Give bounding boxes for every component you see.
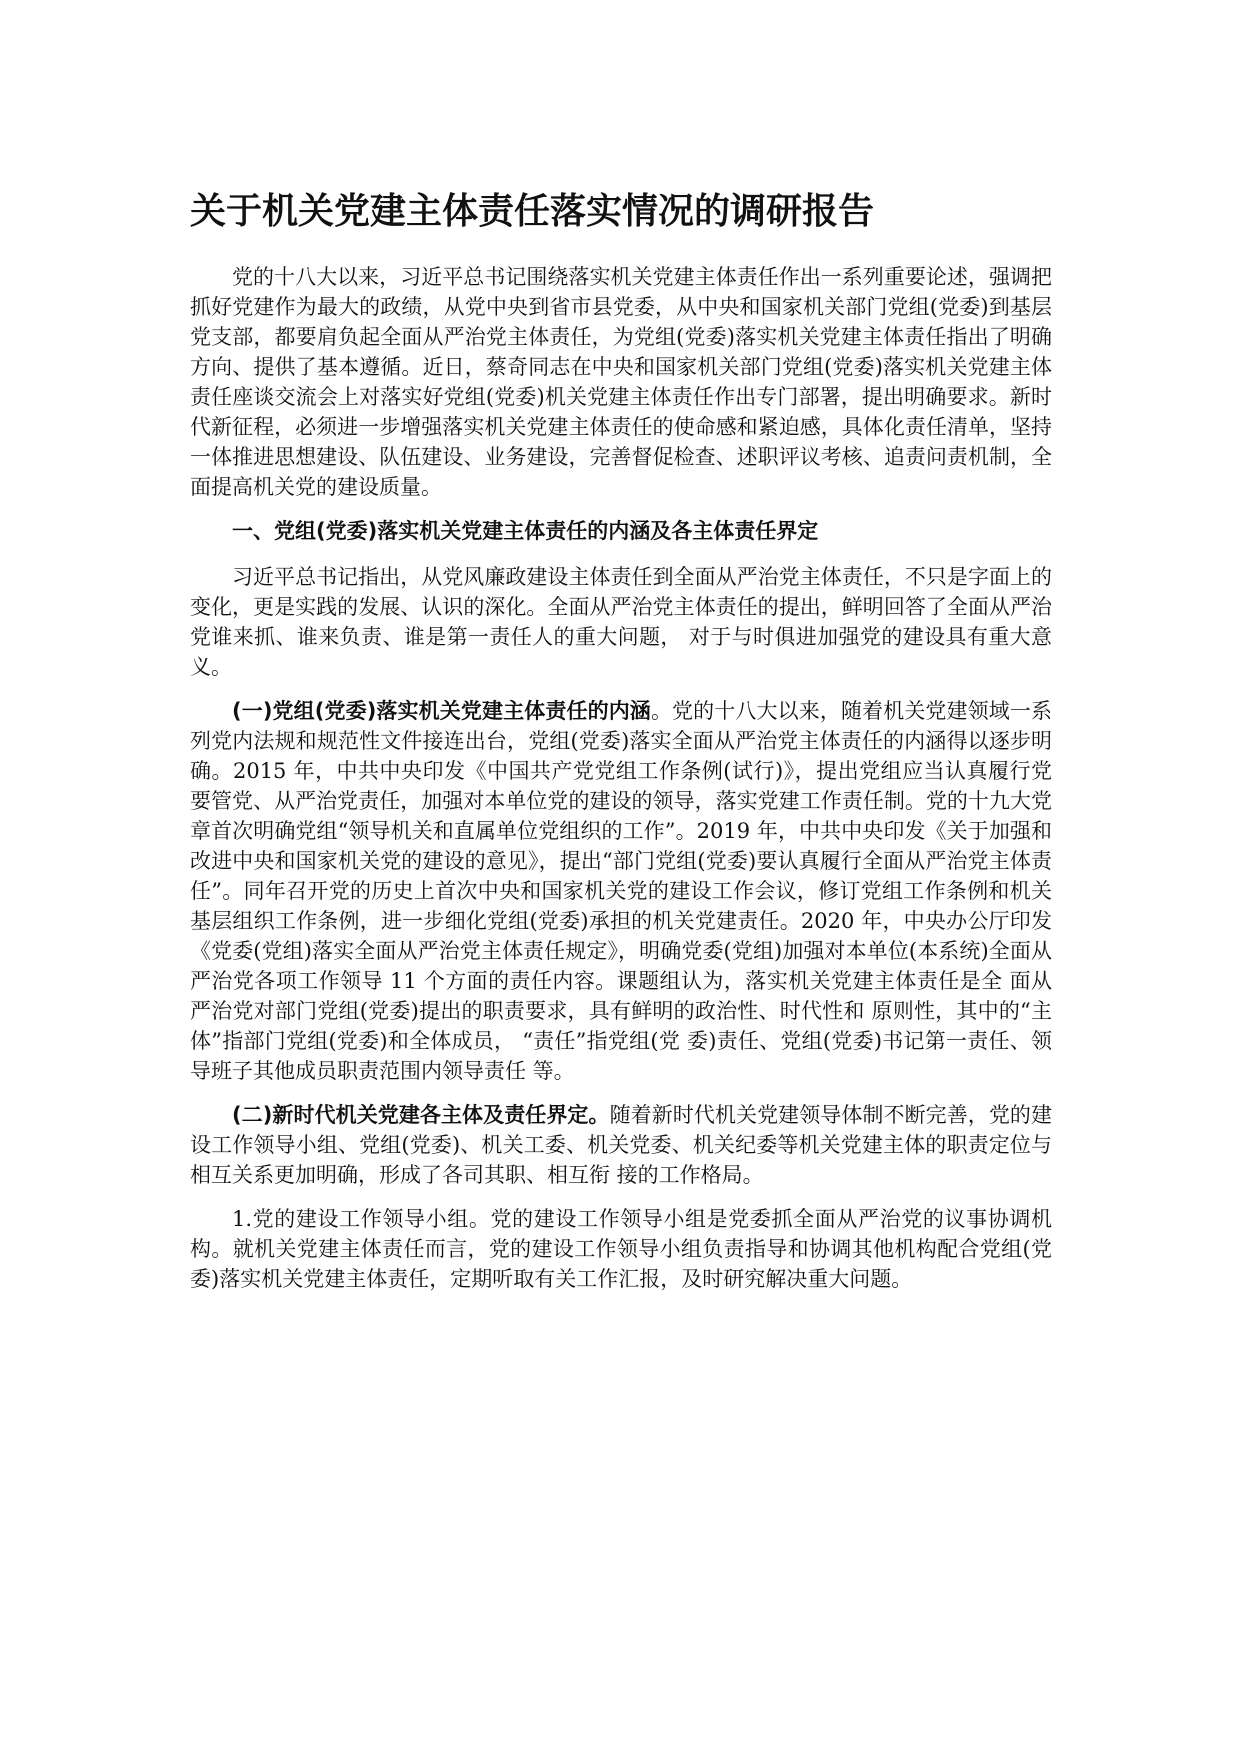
subsection1-paragraph (190, 696, 1052, 1086)
section1-paragraph: 习近平总书记指出，从党风廉政建设主体责任到全面从严治党主体责任，不只是字面上的变化，更是实践的发展、认识的深化。全面从严治党主体责任的提出，鲜明回答了全面从严治党谁来抓、谁来负责、谁是第一责任人的重大问题， 对于与时俱进加强党的建设具有重大意义。 (190, 565, 1052, 679)
section-heading-1: 一、党组(党委)落实机关党建主体责任的内涵及各主体责任界定 (232, 519, 819, 543)
document-title: 关于机关党建主体责任落实情况的调研报告 (190, 191, 875, 232)
document-page (190, 190, 1052, 1308)
subsection1-text: 。党的十八大以来，随着机关党建领域一系列党内法规和规范性文件接连出台，党组(党委)落实全面从严治党主体责任的内涵得以逐步明确。2015 年，中共中央印发《中国共产党党组工作条例(试行)》，提出党组应当认真履行党要管党、从严治党责任，加强对本单位党的建设的领导，落实党建工作责任制。党的十九大党章首次明确党组“领导机关和直属单位党组织的工作”。2019 年，中共中央印发《关于加强和改进中央和国家机关党的建设的意见》，提出“部门党组(党委)要认真履行全面从严治党主体责任”。同年召开党的历史上首次中央和国家机关党的建设工作会议，修订党组工作条例和机关基层组织工作条例，进一步细化党组(党委)承担的机关党建责任。2020 年，中央办公厅印发《党委(党组)落实全面从严治党主体责任规定》，明确党委(党组)加强对本单位(本系统)全面从严治党各项工作领导 11 个方面的责任内容。课题组认为，落实机关党建主体责任是全 面从严治党对部门党组(党委)提出的职责要求，具有鲜明的政治性、时代性和 原则性，其中的“主体”指部门党组(党委)和全体成员， “责任”指党组(党 委)责任、党组(党委)书记第一责任、领导班子其他成员职责范围内领导责任 等。 (190, 699, 1053, 1083)
intro-paragraph: 党的十八大以来，习近平总书记围绕落实机关党建主体责任作出一系列重要论述，强调把抓好党建作为最大的政绩，从党中央到省市县党委，从中央和国家机关部门党组(党委)到基层党支部，都要肩负起全面从严治党主体责任，为党组(党委)落实机关党建主体责任指出了明确方向、提供了基本遵循。近日，蔡奇同志在中央和国家机关部门党组(党委)落实机关党建主体责任座谈交流会上对落实好党组(党委)机关党建主体责任作出专门部署，提出明确要求。新时代新征程，必须进一步增强落实机关党建主体责任的使命感和紧迫感，具体化责任清单，坚持一体推进思想建设、队伍建设、业务建设，完善督促检查、述职评议考核、追责问责机制，全面提高机关党的建设质量。 (190, 265, 1052, 499)
subsection2-paragraph (190, 1100, 1052, 1190)
subsection2-text: 随着新时代机关党建领导体制不断完善，党的建设工作领导小组、党组(党委)、机关工委、机关党委、机关纪委等机关党建主体的职责定位与相互关系更加明确，形成了各司其职、相互衔 接的工作格局。 (190, 1103, 1052, 1187)
subsection2-heading: (二)新时代机关党建各主体及责任界定。 (232, 1103, 610, 1127)
subsection1-heading: (一)党组(党委)落实机关党建主体责任的内涵 (232, 699, 651, 723)
item1-paragraph: 1.党的建设工作领导小组。党的建设工作领导小组是党委抓全面从严治党的议事协调机构。就机关党建主体责任而言，党的建设工作领导小组负责指导和协调其他机构配合党组(党委)落实机关党建主体责任，定期听取有关工作汇报，及时研究解决重大问题。 (190, 1207, 1052, 1291)
